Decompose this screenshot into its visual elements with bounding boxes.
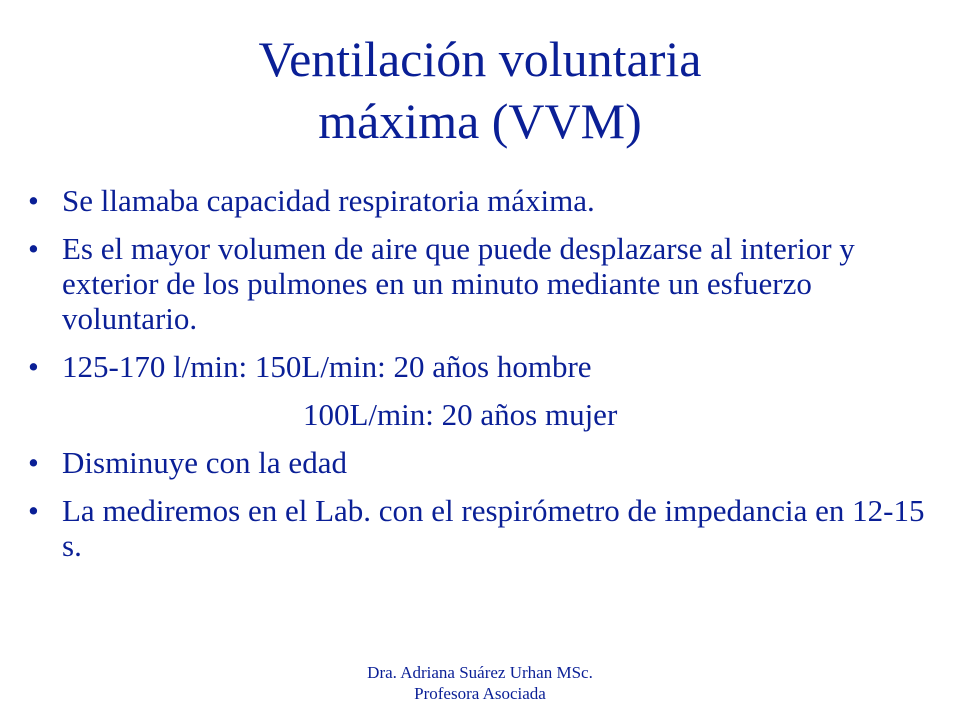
bullet-text: La mediremos en el Lab. con el respirómetro de impedancia en 12-15 s. bbox=[62, 493, 925, 563]
bullet-icon: • bbox=[28, 349, 39, 384]
bullet-icon: • bbox=[28, 493, 39, 528]
bullet-text: Se llamaba capacidad respiratoria máxima. bbox=[62, 183, 595, 218]
bullet-text: Disminuye con la edad bbox=[62, 445, 347, 480]
bullet-text: 125-170 l/min: 150L/min: 20 años hombre bbox=[62, 349, 592, 384]
bullet-text: Es el mayor volumen de aire que puede desplazarse al interior y exterior de los pulmones en un minuto mediante un esfuerzo voluntario. bbox=[62, 231, 855, 336]
bullet-icon: • bbox=[28, 445, 39, 480]
bullet-item bbox=[28, 493, 928, 563]
bullet-item bbox=[28, 231, 928, 336]
slide-title bbox=[0, 28, 960, 152]
bullet-item bbox=[28, 445, 928, 480]
footer-author: Dra. Adriana Suárez Urhan MSc. bbox=[367, 663, 593, 682]
footer-role: Profesora Asociada bbox=[414, 684, 546, 703]
title-line-2: máxima (VVM) bbox=[318, 93, 642, 149]
bullet-continuation bbox=[28, 397, 928, 432]
bullet-icon: • bbox=[28, 183, 39, 218]
bullet-list bbox=[28, 183, 928, 576]
bullet-icon: • bbox=[28, 231, 39, 266]
bullet-text: 100L/min: 20 años mujer bbox=[303, 397, 618, 432]
bullet-item bbox=[28, 183, 928, 218]
footer-credit bbox=[300, 662, 660, 704]
title-line-1: Ventilación voluntaria bbox=[258, 31, 702, 87]
bullet-item bbox=[28, 349, 928, 384]
